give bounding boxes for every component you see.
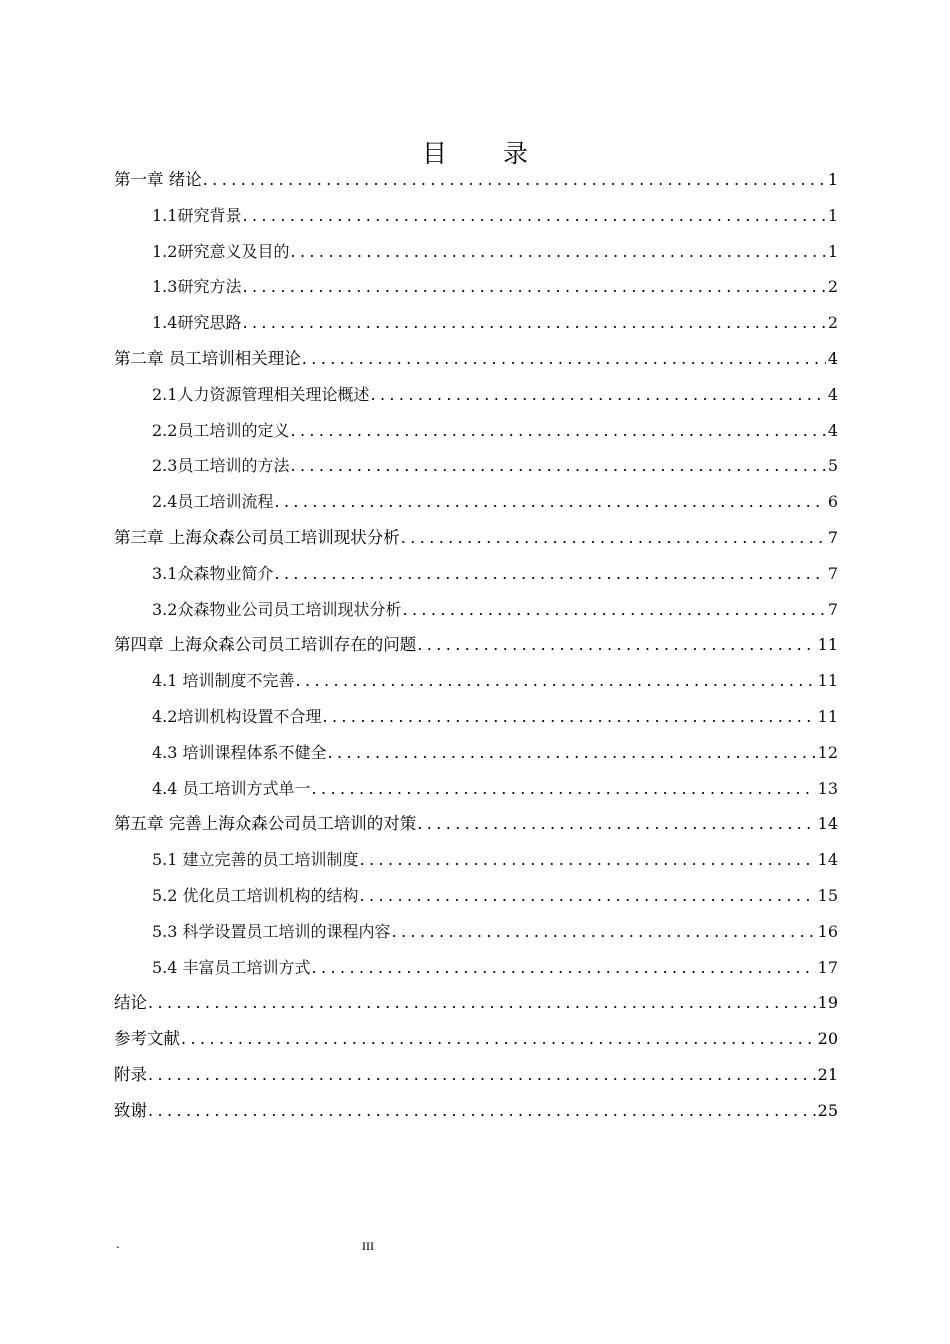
toc-chapter-entry[interactable] — [114, 341, 838, 377]
toc-entry-title: 1.1研究背景 — [152, 205, 242, 225]
toc-dot-leader — [402, 592, 825, 628]
toc-section-entry[interactable] — [114, 234, 838, 270]
toc-section-entry[interactable] — [114, 592, 838, 628]
toc-dot-leader — [392, 914, 816, 950]
toc-dot-leader — [312, 771, 816, 807]
toc-dot-leader — [290, 448, 825, 484]
toc-section-entry[interactable] — [114, 699, 838, 735]
toc-section-entry[interactable] — [114, 448, 838, 484]
toc-entry-page-number: 1 — [827, 241, 838, 261]
toc-entry-page-number: 6 — [827, 492, 838, 512]
toc-entry-page-number: 7 — [827, 599, 838, 619]
toc-entry-page-number: 12 — [817, 742, 838, 762]
toc-section-entry[interactable] — [114, 771, 838, 807]
toc-entry-page-number: 11 — [817, 671, 838, 691]
toc-entry-title: 2.1人力资源管理相关理论概述 — [152, 384, 370, 404]
toc-entry-title: 参考文献 — [114, 1029, 180, 1049]
toc-entry-page-number: 5 — [827, 456, 838, 476]
toc-section-entry[interactable] — [114, 305, 838, 341]
toc-entry-page-number: 21 — [817, 1064, 838, 1084]
toc-chapter-entry[interactable] — [114, 162, 838, 198]
toc-entry-title: 5.1 建立完善的员工培训制度 — [152, 850, 359, 870]
toc-dot-leader — [181, 1021, 816, 1057]
toc-section-entry[interactable] — [114, 413, 838, 449]
toc-entry-page-number: 25 — [817, 1100, 838, 1120]
toc-entry-title: 第五章 完善上海众森公司员工培训的对策 — [114, 814, 417, 834]
toc-dot-leader — [148, 1057, 816, 1093]
toc-entry-title: 结论 — [114, 993, 147, 1013]
toc-entry-title: 第三章 上海众森公司员工培训现状分析 — [114, 527, 400, 547]
toc-section-entry[interactable] — [114, 842, 838, 878]
toc-chapter-entry[interactable] — [114, 1021, 838, 1057]
toc-section-entry[interactable] — [114, 484, 838, 520]
toc-dot-leader — [274, 556, 825, 592]
toc-entry-page-number: 11 — [817, 635, 838, 655]
toc-entry-page-number: 4 — [827, 348, 838, 368]
toc-entry-page-number: 2 — [827, 313, 838, 333]
toc-dot-leader — [401, 520, 826, 556]
table-of-contents — [114, 162, 838, 1129]
toc-section-entry[interactable] — [114, 735, 838, 771]
toc-entry-title: 3.1众森物业简介 — [152, 563, 274, 583]
toc-entry-title: 4.3 培训课程体系不健全 — [152, 742, 327, 762]
toc-section-entry[interactable] — [114, 950, 838, 986]
toc-chapter-entry[interactable] — [114, 1093, 838, 1129]
toc-section-entry[interactable] — [114, 556, 838, 592]
toc-entry-title: 致谢 — [114, 1100, 147, 1120]
toc-chapter-entry[interactable] — [114, 1057, 838, 1093]
toc-entry-title: 4.1 培训制度不完善 — [152, 671, 295, 691]
toc-entry-title: 5.3 科学设置员工培训的课程内容 — [152, 921, 391, 941]
toc-dot-leader — [312, 950, 816, 986]
toc-entry-page-number: 13 — [817, 778, 838, 798]
toc-dot-leader — [148, 985, 816, 1021]
footer-dot: . — [116, 1237, 120, 1251]
toc-dot-leader — [296, 663, 816, 699]
toc-entry-title: 3.2众森物业公司员工培训现状分析 — [152, 599, 402, 619]
toc-entry-page-number: 7 — [827, 563, 838, 583]
toc-entry-title: 2.2员工培训的定义 — [152, 420, 290, 440]
toc-section-entry[interactable] — [114, 269, 838, 305]
toc-entry-page-number: 4 — [827, 384, 838, 404]
toc-dot-leader — [148, 1093, 816, 1129]
toc-entry-title: 5.4 丰富员工培训方式 — [152, 957, 311, 977]
toc-entry-page-number: 4 — [827, 420, 838, 440]
toc-entry-page-number: 17 — [817, 957, 838, 977]
toc-dot-leader — [242, 198, 825, 234]
toc-section-entry[interactable] — [114, 878, 838, 914]
toc-dot-leader — [322, 699, 815, 735]
toc-entry-page-number: 16 — [817, 921, 838, 941]
footer-page-number: III — [362, 1239, 374, 1253]
toc-dot-leader — [417, 627, 815, 663]
toc-dot-leader — [203, 162, 826, 198]
page-title: 目 录 — [422, 139, 552, 168]
toc-entry-title: 2.4员工培训流程 — [152, 492, 274, 512]
toc-entry-title: 第四章 上海众森公司员工培训存在的问题 — [114, 635, 417, 655]
toc-entry-page-number: 14 — [817, 814, 838, 834]
toc-entry-title: 1.4研究思路 — [152, 313, 242, 333]
toc-dot-leader — [290, 413, 825, 449]
toc-entry-page-number: 7 — [827, 527, 838, 547]
toc-entry-title: 2.3员工培训的方法 — [152, 456, 290, 476]
toc-dot-leader — [274, 484, 825, 520]
toc-dot-leader — [370, 377, 825, 413]
toc-section-entry[interactable] — [114, 377, 838, 413]
toc-entry-title: 4.4 员工培训方式单一 — [152, 778, 311, 798]
toc-dot-leader — [328, 735, 816, 771]
toc-dot-leader — [290, 234, 825, 270]
toc-entry-title: 附录 — [114, 1064, 147, 1084]
toc-dot-leader — [417, 806, 815, 842]
toc-entry-title: 第二章 员工培训相关理论 — [114, 348, 301, 368]
toc-entry-page-number: 20 — [817, 1029, 838, 1049]
toc-entry-page-number: 1 — [827, 170, 838, 189]
toc-entry-page-number: 19 — [817, 993, 838, 1013]
toc-entry-page-number: 1 — [827, 205, 838, 225]
toc-entry-page-number: 11 — [817, 706, 838, 726]
toc-entry-title: 1.3研究方法 — [152, 277, 242, 297]
toc-chapter-entry[interactable] — [114, 806, 838, 842]
toc-entry-page-number: 15 — [817, 885, 838, 905]
toc-entry-title: 第一章 绪论 — [114, 170, 202, 189]
toc-section-entry[interactable] — [114, 198, 838, 234]
toc-entry-page-number: 14 — [817, 850, 838, 870]
toc-entry-title: 4.2培训机构设置不合理 — [152, 706, 322, 726]
toc-entry-page-number: 2 — [827, 277, 838, 297]
toc-entry-title: 5.2 优化员工培训机构的结构 — [152, 885, 359, 905]
toc-dot-leader — [360, 878, 816, 914]
toc-chapter-entry[interactable] — [114, 520, 838, 556]
toc-dot-leader — [242, 269, 825, 305]
toc-chapter-entry[interactable] — [114, 627, 838, 663]
toc-chapter-entry[interactable] — [114, 985, 838, 1021]
toc-dot-leader — [302, 341, 826, 377]
toc-dot-leader — [242, 305, 825, 341]
toc-entry-title: 1.2研究意义及目的 — [152, 241, 290, 261]
toc-section-entry[interactable] — [114, 914, 838, 950]
toc-dot-leader — [360, 842, 816, 878]
toc-section-entry[interactable] — [114, 663, 838, 699]
